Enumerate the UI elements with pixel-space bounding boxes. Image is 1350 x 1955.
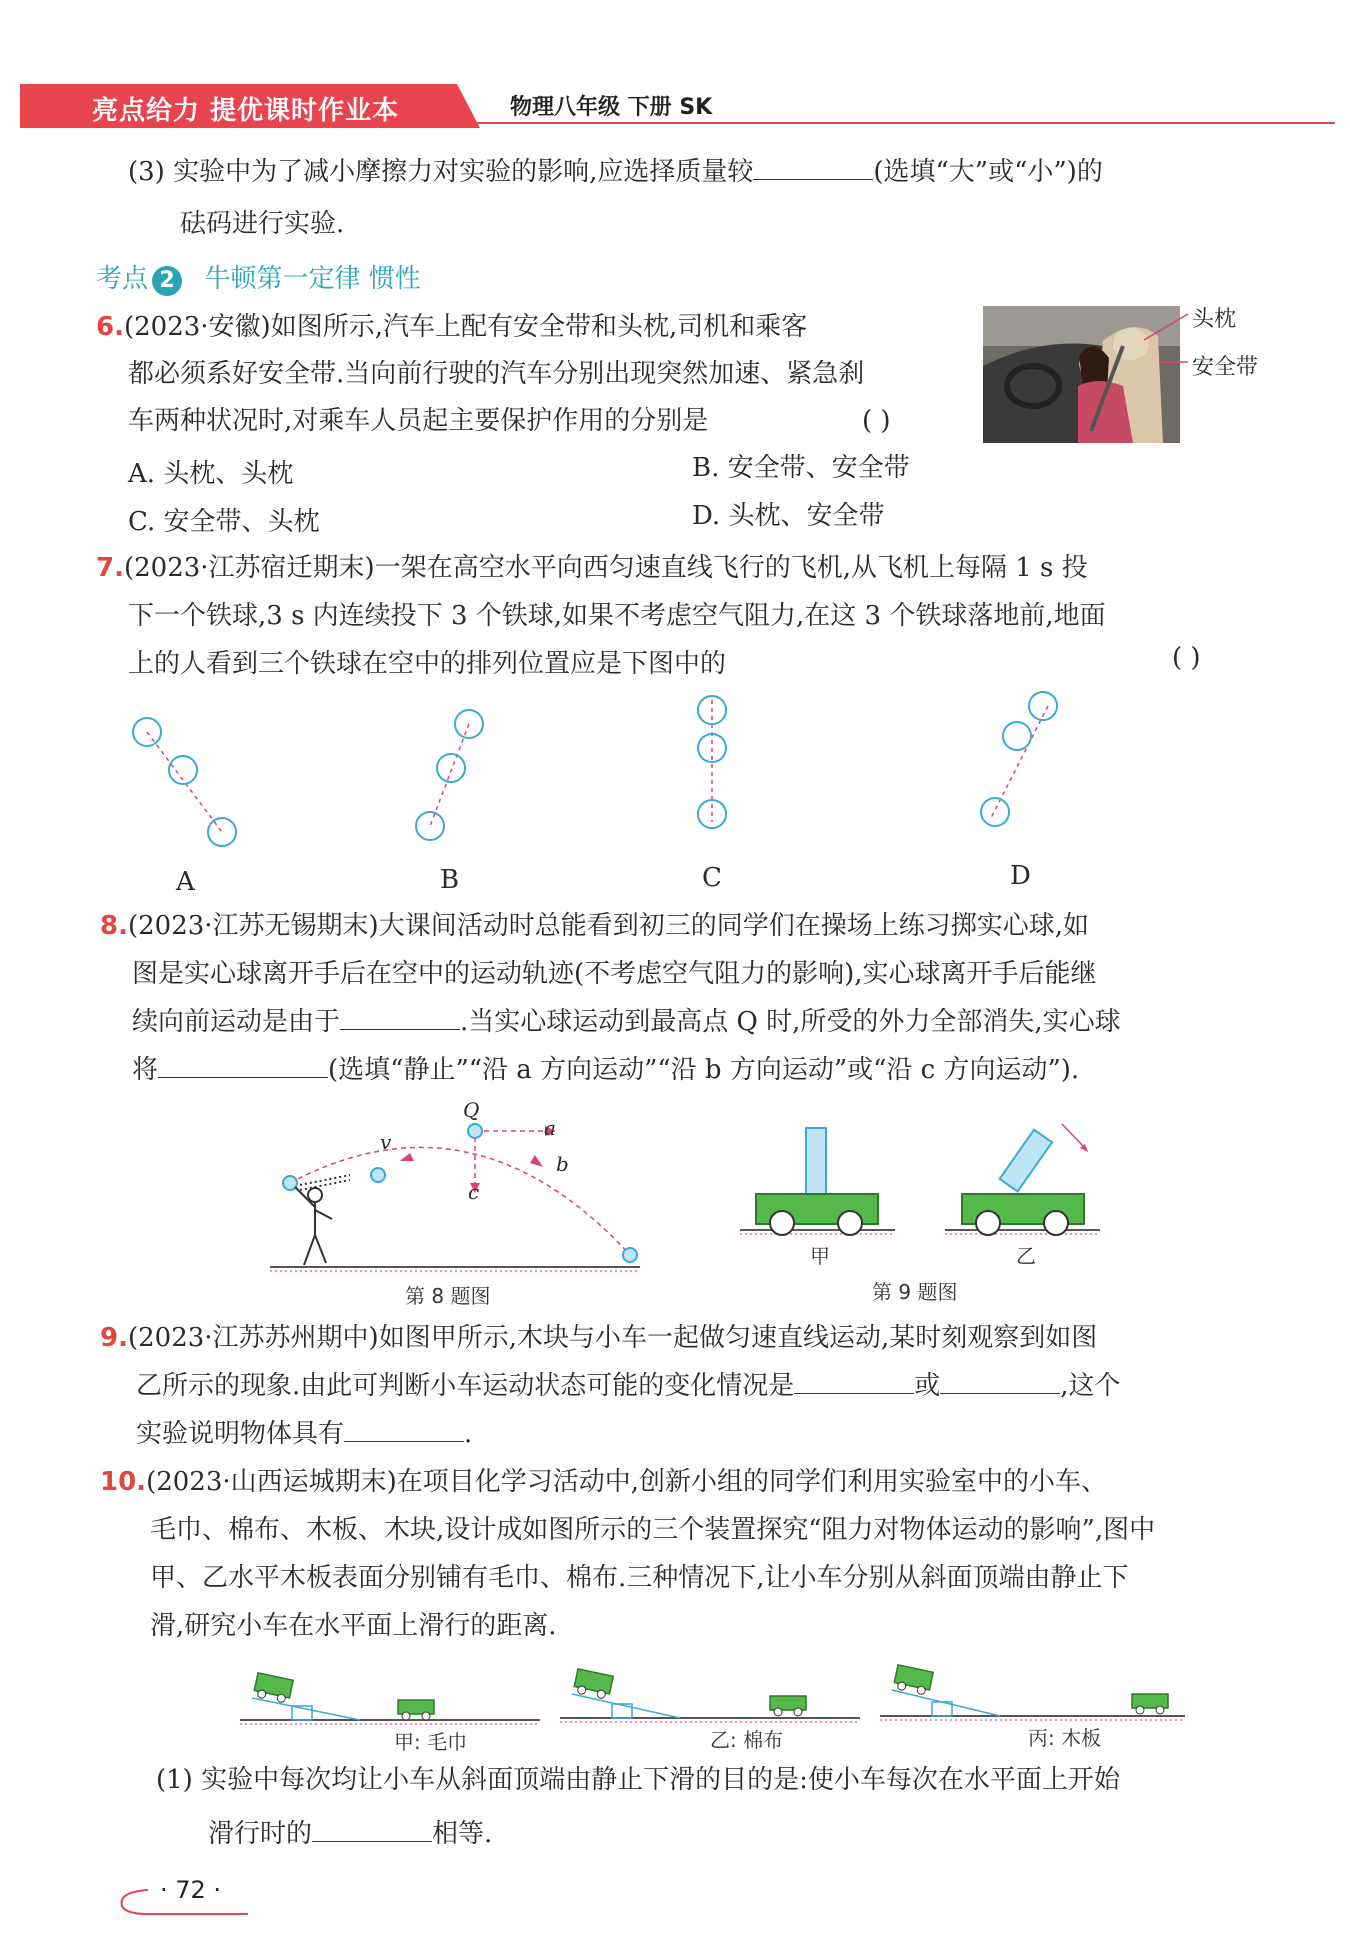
thrower-figure [295, 1175, 350, 1265]
q10-sub1-line1: (1) 实验中每次均让小车从斜面顶端由静止下滑的目的是:使小车每次在水平面上开始 [156, 1765, 1120, 1795]
q8-text-3a: 续向前运动是由于 [132, 1007, 341, 1037]
q9-line1 [100, 1314, 1097, 1362]
q9-text-2c: ,这个 [1060, 1371, 1121, 1401]
label-seatbelt: 安全带 [1192, 355, 1259, 380]
q10-sub1-text-b: 滑行时的 [208, 1819, 313, 1849]
q9-text-2a: 乙所示的现象.由此可判断小车运动状态可能的变化情况是 [136, 1371, 795, 1401]
q10-line3: 甲、乙水平木板表面分别铺有毛巾、棉布.三种情况下,让小车分别从斜面顶端由静止下 [150, 1563, 1129, 1593]
label-yi: 乙 [1016, 1244, 1036, 1268]
ball [1003, 722, 1031, 750]
ball [371, 1168, 385, 1182]
page-number: · 72 · [160, 1876, 222, 1904]
q9-text-1: (2023·江苏苏州期中)如图甲所示,木块与小车一起做匀速直线运动,某时刻观察到如图 [127, 1323, 1098, 1353]
ball [208, 818, 236, 846]
q8-text-3b: .当实心球运动到最高点 Q 时,所受的外力全部消失,实心球 [460, 1007, 1121, 1037]
section-label: 考点 [96, 264, 149, 294]
q5-3-text-a: (3) 实验中为了减小摩擦力对实验的影响,应选择质量较 [128, 157, 754, 187]
header-book-title: 亮点给力 提优课时作业本 [92, 96, 400, 126]
q9-text-2b: 或 [914, 1371, 941, 1401]
q8-text-1: (2023·江苏无锡期末)大课间活动时总能看到初三的同学们在操场上练习掷实心球,如 [127, 911, 1089, 941]
label-v: v [380, 1130, 392, 1154]
q7-line3: 上的人看到三个铁球在空中的排列位置应是下图中的 [128, 649, 727, 679]
q10-caption-jia: 甲: 毛巾 [394, 1730, 468, 1754]
q6-line1 [96, 303, 807, 351]
q7-answer-paren[interactable]: ( ) [1172, 643, 1201, 673]
q7-line1 [96, 544, 1088, 592]
q5-3-line1 [128, 148, 1103, 196]
q10-line2: 毛巾、棉布、木板、木块,设计成如图所示的三个装置探究“阻力对物体运动的影响”,图中 [150, 1515, 1156, 1545]
q9-number: 9. [100, 1323, 128, 1353]
q6-option-b[interactable]: B. 安全带、安全带 [692, 453, 910, 483]
q10-sub1-text-c: 相等. [432, 1819, 493, 1849]
q8-line4 [132, 1046, 1079, 1094]
q7-ball-options-figure [100, 690, 1100, 890]
q10-number: 10. [100, 1467, 147, 1497]
answer-blank[interactable] [940, 1367, 1060, 1394]
q6-line2: 都必须系好安全带.当向前行驶的汽车分别出现突然加速、紧急刹 [128, 359, 865, 389]
q6-option-c[interactable]: C. 安全带、头枕 [128, 507, 320, 537]
q6-line3: 车两种状况时,对乘车人员起主要保护作用的分别是 [128, 406, 709, 436]
section-heading [96, 258, 421, 296]
q9-text-3a: 实验说明物体具有 [136, 1419, 345, 1449]
ball [437, 754, 465, 782]
header-subject: 物理八年级 下册 SK [510, 95, 713, 120]
ball [623, 1248, 637, 1262]
q7-option-a-figure [147, 700, 1048, 832]
answer-blank[interactable] [753, 153, 873, 180]
q6-answer-paren[interactable]: ( ) [862, 406, 891, 436]
q7-number: 7. [96, 553, 124, 583]
q10-text-1: (2023·山西运城期末)在项目化学习活动中,创新小组的同学们利用实验室中的小车、 [146, 1467, 1108, 1497]
q9-line2 [136, 1362, 1121, 1410]
answer-blank[interactable] [794, 1367, 914, 1394]
q6-text-1: (2023·安徽)如图所示,汽车上配有安全带和头枕,司机和乘客 [123, 312, 808, 342]
q10-sub1-line2 [208, 1810, 492, 1858]
answer-blank[interactable] [312, 1815, 432, 1842]
q10-line4: 滑,研究小车在水平面上滑行的距离. [150, 1611, 557, 1641]
q9-cart-figure [740, 1120, 1120, 1250]
q7-line2: 下一个铁球,3 s 内连续投下 3 个铁球,如果不考虑空气阻力,在这 3 个铁球落地前,地面 [128, 601, 1106, 631]
label-c: c [468, 1180, 480, 1204]
trajectory [290, 1147, 632, 1257]
q8-text-4b: (选填“静止”“沿 a 方向运动”“沿 b 方向运动”或“沿 c 方向运动”). [328, 1055, 1080, 1085]
q9-text-3b: . [464, 1419, 473, 1449]
q9-caption: 第 9 题图 [872, 1280, 958, 1304]
q6-option-d[interactable]: D. 头枕、安全带 [692, 501, 885, 531]
q8-text-4a: 将 [132, 1055, 159, 1085]
q6-option-a[interactable]: A. 头枕、头枕 [128, 459, 294, 489]
q5-3-line2: 砝码进行实验. [180, 209, 345, 239]
section-title: 牛顿第一定律 惯性 [204, 264, 421, 294]
label-headrest: 头枕 [1192, 307, 1237, 332]
q8-line3 [132, 998, 1121, 1046]
q9-line3 [136, 1410, 472, 1458]
ball-highest-point [468, 1124, 482, 1138]
q8-number: 8. [100, 911, 128, 941]
q7-label-b: B [440, 865, 460, 895]
q8-line2: 图是实心球离开手后在空中的运动轨迹(不考虑空气阻力的影响),实心球离开手后能继 [132, 959, 1097, 989]
answer-blank[interactable] [344, 1415, 464, 1442]
wooden-block-tilted [1000, 1130, 1052, 1192]
label-jia: 甲 [810, 1244, 830, 1268]
label-b: b [556, 1152, 569, 1176]
label-q: Q [463, 1098, 480, 1122]
ramp-bing [880, 1665, 1185, 1720]
q8-line1 [100, 902, 1089, 950]
q10-caption-yi: 乙: 棉布 [710, 1728, 784, 1752]
q10-line1 [100, 1458, 1107, 1506]
ball [416, 812, 444, 840]
ramp-jia [240, 1673, 540, 1724]
q6-number: 6. [96, 312, 124, 342]
ball [981, 798, 1009, 826]
q7-label-c: C [702, 863, 722, 893]
q7-label-a: A [176, 867, 195, 897]
answer-blank[interactable] [158, 1051, 328, 1078]
q8-caption: 第 8 题图 [405, 1284, 491, 1308]
wooden-block [806, 1128, 826, 1194]
q8-throw-figure [260, 1095, 660, 1275]
q10-caption-bing: 丙: 木板 [1028, 1726, 1102, 1750]
ramp-yi [560, 1669, 860, 1722]
section-number: 2 [152, 266, 182, 296]
q5-3-text-b: (选填“大”或“小”)的 [873, 157, 1103, 187]
q7-label-d: D [1010, 861, 1031, 891]
answer-blank[interactable] [340, 1003, 460, 1030]
label-a: a [544, 1116, 556, 1140]
q7-text-1: (2023·江苏宿迁期末)一架在高空水平向西匀速直线飞行的飞机,从飞机上每隔 1 s 投 [123, 553, 1088, 583]
